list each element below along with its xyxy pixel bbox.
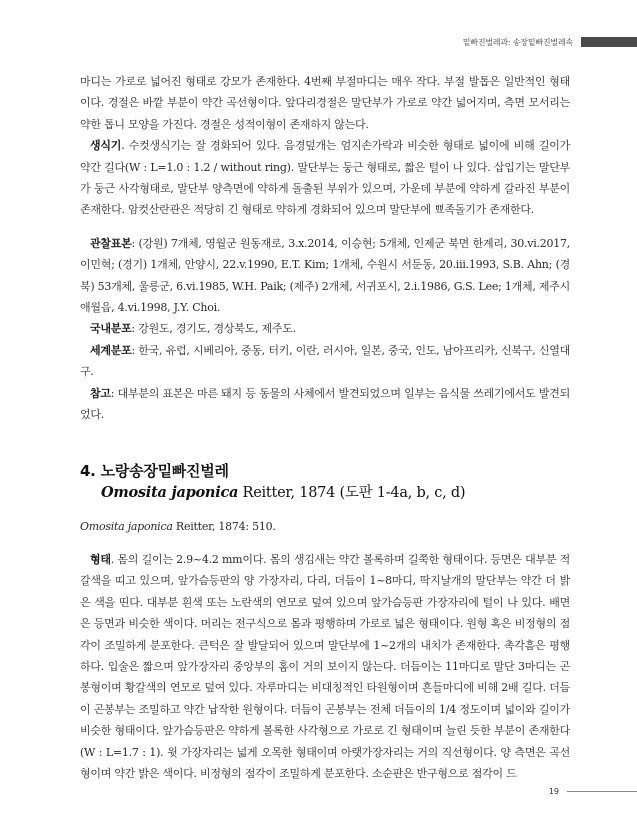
reference-citation: Reitter, 1874: 510. bbox=[172, 519, 276, 533]
paragraph-remarks bbox=[80, 383, 570, 426]
running-head-bar bbox=[581, 37, 637, 47]
text-specimens: : (강원) 7개체, 영월군 원동재로, 3.x.2014, 이승현; 5개체, 인제군 북면 한계리, 30.vi.2017, 이민혁; (경기) 1개체, 안양시, 22.v.1990, E.T. Kim; 1개체, 수원시 서둔동, 20.iii.1993, S.B. Ahn; (경북) 53개체, 울릉군, 6.vi.1985, W.H. Paik; (제주) 2개체, 서귀포시, 2.i.1986, G.S. Lee; 1개체, 제주시 애월읍, 4.vi.1998, J.Y. Choi. bbox=[80, 236, 570, 315]
running-head bbox=[463, 36, 637, 48]
text-genitalia: . 수컷생식기는 잘 경화되어 있다. 음경덮개는 엄지손가락과 비슷한 형태로 넓이에 비해 길이가 약간 길다(W : L=1.0 : 1.2 / without ring). 말단부는 둥근 형태로, 짧은 털이 나 있다. 삽입기는 말단부가 둥근 사각형태로, 말단부 양측면에 약하게 돌출된 부위가 있으며, 가운데 부분에 약하게 갈라진 부분이 존재한다. 암컷산란관은 적당히 긴 형태로 약하게 경화되어 있으며 말단부에 뾰족돌기가 존재한다. bbox=[80, 139, 570, 217]
paragraph-legs: 마디는 가로로 넓어진 형태로 강모가 존재한다. 4번째 부절마디는 매우 작다. 부절 발톱은 일반적인 형태이다. 경절은 바깥 부분이 약간 곡선형이다. 앞다리경절은 말단부가 가로로 약간 넓어지며, 측면 모서리는 약한 톱니 모양을 가진다. 경절은 성적이형이 존재하지 않는다. bbox=[80, 75, 570, 131]
running-head-text: 밑빠진벌레과: 송장밑빠진벌레속 bbox=[462, 37, 573, 47]
footer-rule bbox=[567, 791, 637, 792]
paragraph-morphology bbox=[80, 549, 570, 784]
label-genitalia: 생식기 bbox=[90, 139, 122, 153]
label-specimens: 관찰표본 bbox=[90, 236, 132, 250]
species-authority: Reitter, 1874 (도판 1-4a, b, c, d) bbox=[238, 484, 466, 501]
label-korea-distribution: 국내분포 bbox=[90, 322, 132, 336]
paragraph-genitalia bbox=[80, 135, 570, 221]
paragraph-world-distribution bbox=[80, 340, 570, 383]
spacer bbox=[80, 537, 570, 549]
page-footer bbox=[549, 787, 637, 796]
species-italic: Omosita japonica bbox=[101, 483, 239, 501]
paragraph-korea-distribution bbox=[80, 318, 570, 339]
page-number: 19 bbox=[548, 787, 559, 796]
spacer bbox=[80, 426, 570, 460]
species-reference bbox=[80, 516, 570, 537]
page-body bbox=[80, 71, 570, 784]
text-remarks: : 대부분의 표본은 마른 돼지 등 동물의 사체에서 발견되었으며 일부는 음식물 쓰레기에서도 발견되었다. bbox=[80, 386, 570, 422]
text-morphology: . 몸의 길이는 2.9~4.2 mm이다. 몸의 생김새는 약간 볼록하며 길쭉한 형태이다. 등면은 대부분 적갈색을 띠고 있으며, 앞가슴등판의 양 가장자리, 다리, 더듬이 1~8마디, 딱지날개의 말단부는 약간 더 밝은 색을 띤다. 대부분 흰색 또는 노란색의 연모로 덮여 있으며 앞가슴등판 가장자리에 털이 나 있다. 배면은 등면과 비슷한 색이다. 머리는 전구식으로 몸과 평행하며 가로로 넓은 형태이다. 원형 혹은 비정형의 점각이 조밀하게 분포한다. 큰턱은 잘 발달되어 있으며 말단부에 1~2개의 내치가 존재한다. 촉각흠은 평행하다. 입술은 짧으며 앞가장자리 중앙부의 홈이 거의 보이지 않는다. 더듬이는 11마디로 말단 3마디는 곤봉형이며 황갈색의 연모로 덮여 있다. 자루마디는 비대칭적인 타원형이며 흔들마디에 비해 2배 길다. 더듬이 곤봉부는 조밀하고 약간 납작한 원형이다. 더듬이 곤봉부는 전체 더듬이의 1/4 정도이며 넓이와 길이가 비슷한 형태이다. 앞가슴등판은 약하게 볼록한 사각형으로 가로로 긴 형태이며 늘린 듯한 부분이 존재한다(W : L=1.7 : 1). 윗 가장자리는 넓게 오목한 형태이며 아랫가장자리는 거의 직선형이다. 양 측면은 곡선형이며 약간 밝은 색이다. 비정형의 점각이 조밀하게 분포한다. 소순판은 반구형으로 점각이 드 bbox=[80, 552, 570, 780]
species-name bbox=[101, 482, 570, 504]
reference-italic: Omosita japonica bbox=[80, 519, 173, 533]
spacer bbox=[80, 504, 570, 516]
text-korea-distribution: : 강원도, 경기도, 경상북도, 제주도. bbox=[131, 322, 296, 336]
section-heading: 4. 노랑송장밑빠진벌레 bbox=[80, 461, 229, 480]
spacer bbox=[80, 221, 570, 233]
label-remarks: 참고 bbox=[90, 386, 111, 400]
paragraph-specimens bbox=[80, 233, 570, 319]
label-morphology: 형태 bbox=[90, 552, 111, 566]
label-world-distribution: 세계분포 bbox=[90, 343, 132, 357]
text-world-distribution: : 한국, 유럽, 시베리아, 중동, 터키, 이란, 러시아, 일본, 중국, 인도, 남아프리카, 신북구, 신열대구. bbox=[80, 343, 570, 379]
